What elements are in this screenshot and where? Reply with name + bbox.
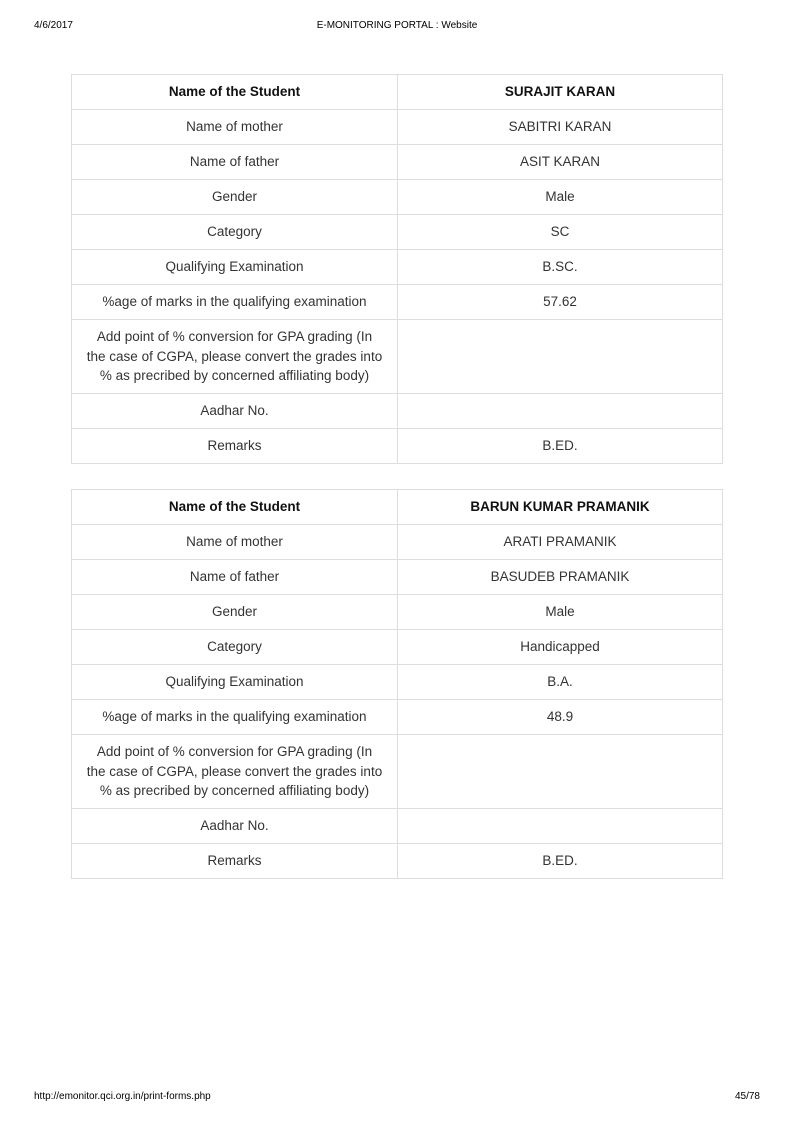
field-label: Gender	[72, 180, 398, 215]
table-row	[72, 525, 723, 560]
field-value: B.SC.	[398, 250, 723, 285]
field-label: Name of mother	[72, 525, 398, 560]
table-row	[72, 394, 723, 429]
field-value: B.ED.	[398, 844, 723, 879]
table-row	[72, 320, 723, 394]
field-value: Male	[398, 180, 723, 215]
table-row	[72, 429, 723, 464]
table-row	[72, 630, 723, 665]
table-row	[72, 735, 723, 809]
table-row	[72, 285, 723, 320]
field-label: %age of marks in the qualifying examination	[72, 285, 398, 320]
field-label: Name of the Student	[72, 75, 398, 110]
field-label: %age of marks in the qualifying examination	[72, 700, 398, 735]
print-footer	[34, 1091, 760, 1105]
table-row	[72, 250, 723, 285]
field-value: ASIT KARAN	[398, 145, 723, 180]
student-name: SURAJIT KARAN	[398, 75, 723, 110]
field-value	[398, 394, 723, 429]
field-label: Aadhar No.	[72, 809, 398, 844]
table-row	[72, 145, 723, 180]
field-label: Name of father	[72, 145, 398, 180]
student-record-table	[71, 74, 723, 464]
field-value: Handicapped	[398, 630, 723, 665]
field-label: Remarks	[72, 844, 398, 879]
field-value: B.ED.	[398, 429, 723, 464]
field-value	[398, 735, 723, 809]
field-value: SABITRI KARAN	[398, 110, 723, 145]
field-label: Add point of % conversion for GPA grading (In the case of CGPA, please convert the grades into % as precribed by concerned affiliating body)	[72, 735, 398, 809]
field-label: Add point of % conversion for GPA grading (In the case of CGPA, please convert the grades into % as precribed by concerned affiliating body)	[72, 320, 398, 394]
table-row	[72, 595, 723, 630]
field-label: Aadhar No.	[72, 394, 398, 429]
student-record-table	[71, 489, 723, 879]
field-label: Name of father	[72, 560, 398, 595]
field-label: Category	[72, 215, 398, 250]
field-value: SC	[398, 215, 723, 250]
field-label: Qualifying Examination	[72, 665, 398, 700]
page-number: 45/78	[734, 1091, 760, 1102]
print-date: 4/6/2017	[34, 20, 73, 31]
page-title: E-MONITORING PORTAL : Website	[316, 20, 478, 31]
field-label: Name of mother	[72, 110, 398, 145]
table-row	[72, 110, 723, 145]
table-row	[72, 809, 723, 844]
field-label: Remarks	[72, 429, 398, 464]
table-row	[72, 75, 723, 110]
field-value: Male	[398, 595, 723, 630]
field-value: 57.62	[398, 285, 723, 320]
table-row	[72, 560, 723, 595]
field-value: B.A.	[398, 665, 723, 700]
table-row	[72, 215, 723, 250]
student-name: BARUN KUMAR PRAMANIK	[398, 490, 723, 525]
table-row	[72, 700, 723, 735]
field-label: Category	[72, 630, 398, 665]
field-value: BASUDEB PRAMANIK	[398, 560, 723, 595]
print-header	[34, 20, 760, 34]
field-value: 48.9	[398, 700, 723, 735]
field-label: Qualifying Examination	[72, 250, 398, 285]
field-value	[398, 320, 723, 394]
field-value	[398, 809, 723, 844]
table-row	[72, 665, 723, 700]
table-row	[72, 490, 723, 525]
field-label: Gender	[72, 595, 398, 630]
field-value: ARATI PRAMANIK	[398, 525, 723, 560]
page-url: http://emonitor.qci.org.in/print-forms.php	[34, 1091, 211, 1102]
field-label: Name of the Student	[72, 490, 398, 525]
table-row	[72, 844, 723, 879]
table-row	[72, 180, 723, 215]
